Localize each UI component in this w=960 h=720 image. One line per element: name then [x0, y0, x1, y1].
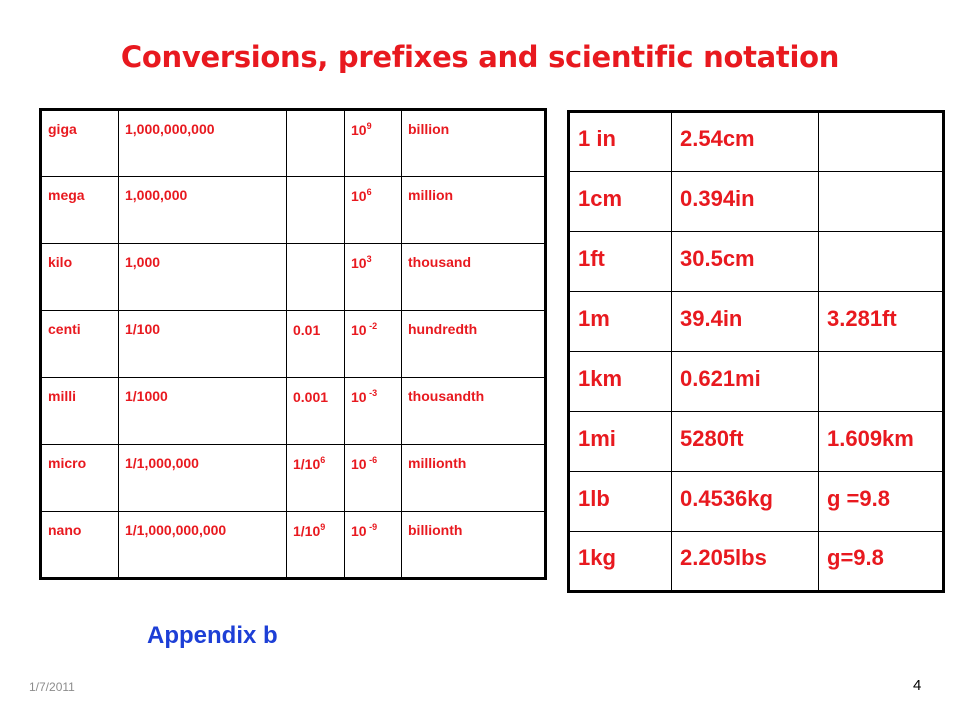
prefix-name-cell: [41, 445, 119, 512]
prefix-name: micro: [48, 455, 87, 471]
conversion-cell: 5280ft: [672, 412, 819, 472]
conversion-cell: [819, 232, 944, 292]
prefix-power-cell: [345, 311, 402, 378]
prefix-word: billionth: [408, 522, 463, 538]
conversion-row: [569, 112, 944, 172]
fraction-base: 1/10: [293, 523, 321, 539]
prefix-fraction-cell: [287, 378, 345, 445]
prefix-value-cell: [119, 445, 287, 512]
prefix-row: [41, 311, 546, 378]
conversion-cell: [819, 172, 944, 232]
prefix-word: hundredth: [408, 321, 478, 337]
power-exponent: 9: [366, 121, 372, 131]
prefix-row: [41, 244, 546, 311]
prefix-name: nano: [48, 522, 82, 538]
conversion-cell: 0.621mi: [672, 352, 819, 412]
power-base: 10: [351, 389, 367, 405]
page-number: 4: [913, 677, 922, 694]
fraction-exponent: 9: [320, 522, 326, 532]
prefix-value: 1/1,000,000,000: [125, 522, 227, 538]
conversion-cell: 1km: [569, 352, 672, 412]
power-base: 10: [351, 255, 367, 271]
conversion-cell: 0.4536kg: [672, 472, 819, 532]
prefix-name-cell: [41, 244, 119, 311]
prefix-value-cell: [119, 311, 287, 378]
prefix-value: 1,000,000,000: [125, 121, 215, 137]
prefix-name-cell: [41, 177, 119, 244]
prefix-value: 1/1,000,000: [125, 455, 199, 471]
prefix-table: [39, 108, 547, 580]
prefix-name: mega: [48, 187, 85, 203]
conversion-cell: 39.4in: [672, 292, 819, 352]
power-exponent: 3: [366, 254, 372, 264]
prefix-name-cell: [41, 378, 119, 445]
prefix-word: billion: [408, 121, 450, 137]
conversion-row: [569, 172, 944, 232]
prefix-name: giga: [48, 121, 77, 137]
prefix-name-cell: [41, 110, 119, 177]
conversion-cell: [819, 352, 944, 412]
prefix-name: milli: [48, 388, 77, 404]
appendix-label: Appendix b: [147, 622, 278, 649]
prefix-fraction-cell: [287, 110, 345, 177]
fraction-base: 0.01: [293, 322, 321, 338]
conversion-cell: 1.609km: [819, 412, 944, 472]
conversion-row: [569, 412, 944, 472]
prefix-fraction-cell: [287, 244, 345, 311]
prefix-value-cell: [119, 110, 287, 177]
prefix-row: [41, 378, 546, 445]
conversion-cell: 1ft: [569, 232, 672, 292]
power-exponent: -9: [366, 522, 378, 532]
conversion-cell: 2.205lbs: [672, 532, 819, 592]
prefix-value: 1/100: [125, 321, 161, 337]
prefix-word-cell: [402, 110, 546, 177]
prefix-power-cell: [345, 445, 402, 512]
prefix-fraction-cell: [287, 445, 345, 512]
prefix-row: [41, 177, 546, 244]
prefix-value-cell: [119, 378, 287, 445]
prefix-fraction-cell: [287, 512, 345, 579]
power-exponent: -6: [366, 455, 378, 465]
power-base: 10: [351, 456, 367, 472]
prefix-value-cell: [119, 177, 287, 244]
prefix-name-cell: [41, 512, 119, 579]
conversion-row: [569, 292, 944, 352]
conversion-row: [569, 352, 944, 412]
conversion-cell: [819, 112, 944, 172]
conversion-cell: 1kg: [569, 532, 672, 592]
footer-date: 1/7/2011: [29, 680, 75, 694]
slide-title: Conversions, prefixes and scientific notation: [120, 40, 840, 74]
prefix-word: thousandth: [408, 388, 485, 404]
conversion-cell: g=9.8: [819, 532, 944, 592]
conversion-table: [567, 110, 945, 593]
prefix-fraction-cell: [287, 177, 345, 244]
conversion-cell: 1mi: [569, 412, 672, 472]
prefix-power-cell: [345, 244, 402, 311]
conversion-row: [569, 472, 944, 532]
prefix-value-cell: [119, 244, 287, 311]
prefix-word-cell: [402, 445, 546, 512]
fraction-exponent: 6: [320, 455, 326, 465]
prefix-name: centi: [48, 321, 81, 337]
prefix-word-cell: [402, 512, 546, 579]
power-base: 10: [351, 122, 367, 138]
conversion-cell: 0.394in: [672, 172, 819, 232]
prefix-name: kilo: [48, 254, 73, 270]
prefix-power-cell: [345, 512, 402, 579]
power-exponent: -3: [366, 388, 378, 398]
conversion-cell: g =9.8: [819, 472, 944, 532]
prefix-word-cell: [402, 378, 546, 445]
prefix-value: 1/1000: [125, 388, 168, 404]
prefix-value: 1,000: [125, 254, 161, 270]
prefix-value: 1,000,000: [125, 187, 188, 203]
power-exponent: 6: [366, 187, 372, 197]
prefix-word-cell: [402, 311, 546, 378]
power-base: 10: [351, 322, 367, 338]
conversion-cell: 3.281ft: [819, 292, 944, 352]
conversion-cell: 1cm: [569, 172, 672, 232]
conversion-cell: 30.5cm: [672, 232, 819, 292]
prefix-power-cell: [345, 110, 402, 177]
prefix-name-cell: [41, 311, 119, 378]
prefix-word: thousand: [408, 254, 471, 270]
conversion-cell: 1lb: [569, 472, 672, 532]
conversion-cell: 1 in: [569, 112, 672, 172]
conversion-cell: 2.54cm: [672, 112, 819, 172]
prefix-power-cell: [345, 378, 402, 445]
prefix-row: [41, 512, 546, 579]
power-exponent: -2: [366, 321, 378, 331]
conversion-cell: 1m: [569, 292, 672, 352]
prefix-row: [41, 110, 546, 177]
power-base: 10: [351, 523, 367, 539]
prefix-word-cell: [402, 177, 546, 244]
prefix-word: million: [408, 187, 454, 203]
prefix-row: [41, 445, 546, 512]
fraction-base: 1/10: [293, 456, 321, 472]
power-base: 10: [351, 188, 367, 204]
prefix-fraction-cell: [287, 311, 345, 378]
prefix-power-cell: [345, 177, 402, 244]
prefix-word: millionth: [408, 455, 467, 471]
conversion-row: [569, 232, 944, 292]
prefix-word-cell: [402, 244, 546, 311]
conversion-row: [569, 532, 944, 592]
prefix-value-cell: [119, 512, 287, 579]
fraction-base: 0.001: [293, 389, 329, 405]
